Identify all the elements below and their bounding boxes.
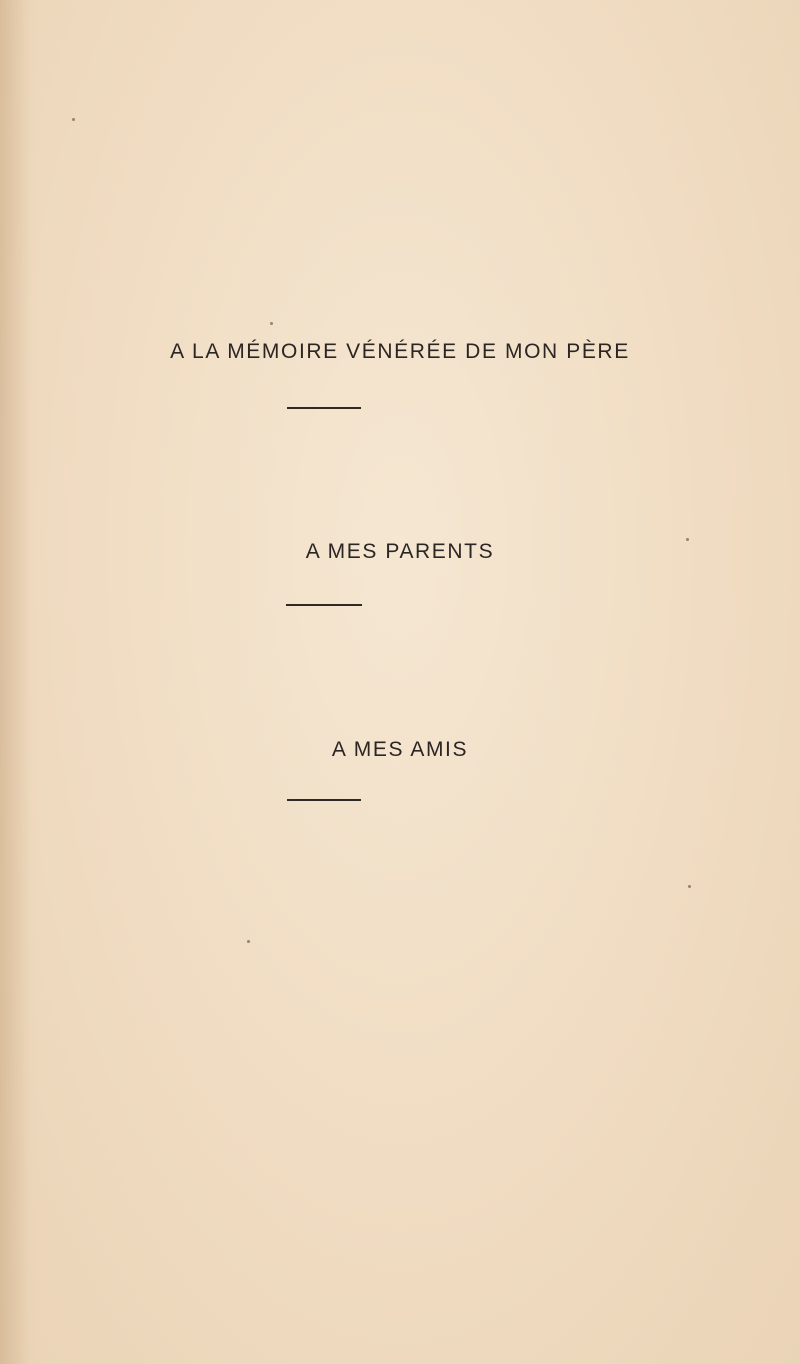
dedication-parents: A MES PARENTS (305, 540, 495, 563)
dedication-father: A LA MÉMOIRE VÉNÉRÉE DE MON PÈRE (170, 340, 630, 363)
separator-rule-2 (286, 604, 362, 606)
separator-rule-1 (287, 407, 361, 409)
separator-rule-3 (287, 799, 361, 801)
dedication-friends: A MES AMIS (331, 738, 469, 761)
page-edge-shadow (0, 0, 30, 1364)
paper-speck (247, 940, 250, 943)
paper-speck (270, 322, 273, 325)
paper-speck (686, 538, 689, 541)
paper-speck (72, 118, 75, 121)
paper-speck (688, 885, 691, 888)
